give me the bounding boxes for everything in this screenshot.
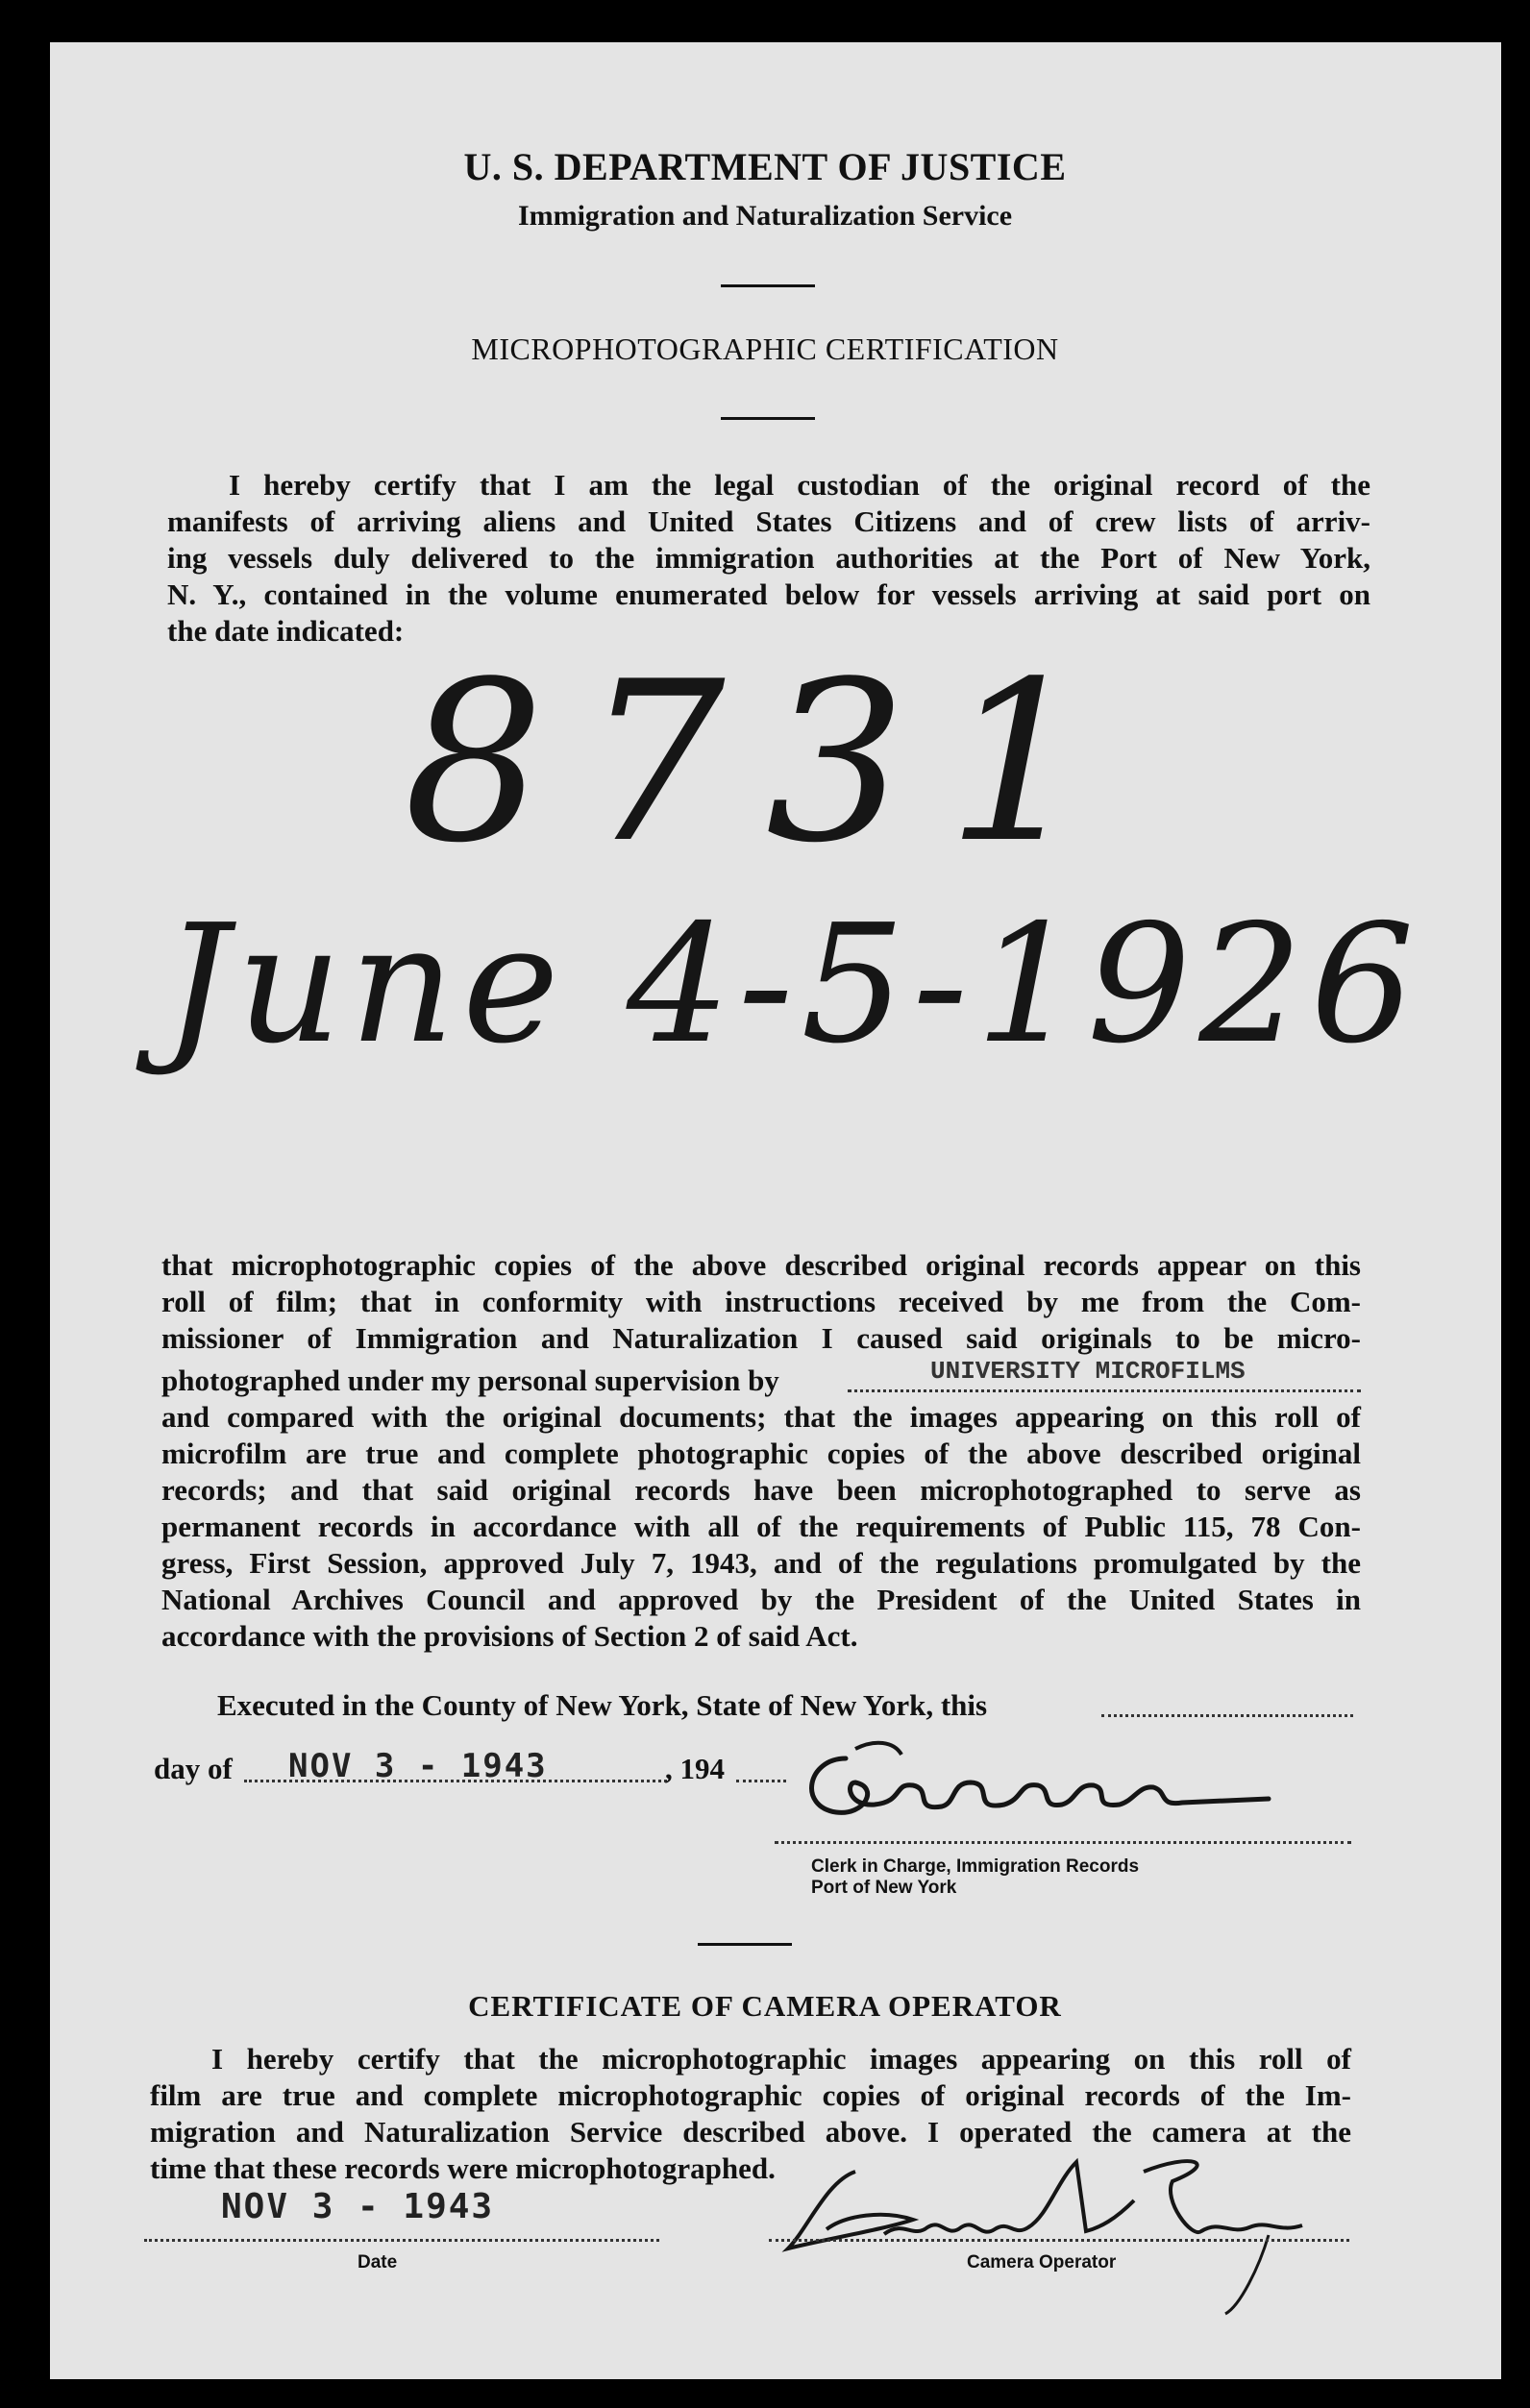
text-line: and compared with the original documents; that the images appearing on this roll of	[161, 1400, 1361, 1434]
camera-stamp-date: NOV 3 - 1943	[221, 2187, 495, 2226]
text-line: manifests of arriving aliens and United States Citizens and of crew lists of arriv-	[167, 504, 1370, 538]
supervision-line	[161, 1357, 1361, 1399]
handwritten-volume-number: 8731	[404, 635, 1128, 892]
supervision-prefix: photographed under my personal supervision by	[161, 1364, 779, 1397]
camera-operator-label: Camera Operator	[967, 2252, 1117, 2273]
text-line: I hereby certify that the microphotographic images appearing on this roll of	[211, 2042, 1351, 2076]
text-line: migration and Naturalization Service described above. I operated the camera at the	[150, 2115, 1351, 2149]
text-line: I hereby certify that I am the legal custodian of the original record of the	[229, 468, 1370, 502]
text-line: microfilm are true and complete photographic copies of the above described original	[161, 1437, 1361, 1470]
divider	[721, 417, 815, 420]
dotted-field-line	[736, 1780, 786, 1782]
camera-heading: CERTIFICATE OF CAMERA OPERATOR	[468, 1989, 1062, 2023]
dotted-field-line	[1101, 1714, 1353, 1717]
divider	[698, 1943, 792, 1946]
text-line: film are true and complete microphotographic copies of original records of the Im-	[150, 2078, 1351, 2112]
handwritten-date: June 4-5-1926	[163, 890, 1422, 1080]
form-title: MICROPHOTOGRAPHIC CERTIFICATION	[471, 332, 1059, 366]
signature-line	[775, 1841, 1351, 1844]
text-line: National Archives Council and approved by the President of the United States in	[161, 1583, 1361, 1616]
text-line: missioner of Immigration and Naturalization I caused said originals to be micro-	[161, 1321, 1361, 1355]
text-line: ing vessels duly delivered to the immigration authorities at the Port of New York,	[167, 541, 1370, 575]
intro-paragraph	[167, 467, 1370, 650]
certificate-sheet	[50, 42, 1501, 2379]
day-of-label: day of	[154, 1752, 233, 1785]
executed-text: Executed in the County of New York, State of New York, this	[217, 1688, 988, 1722]
photographer-name: UNIVERSITY MICROFILMS	[930, 1357, 1246, 1386]
clerk-title-line: Port of New York	[811, 1878, 957, 1898]
department-heading: U. S. DEPARTMENT OF JUSTICE	[463, 145, 1067, 188]
text-line: the date indicated:	[167, 614, 405, 648]
year-prefix: , 194	[665, 1752, 725, 1785]
date-line	[144, 2239, 659, 2242]
text-line: accordance with the provisions of Section 2 of said Act.	[161, 1619, 858, 1653]
certification-paragraph	[161, 1247, 1361, 1655]
clerk-title-line: Clerk in Charge, Immigration Records	[811, 1856, 1140, 1877]
camera-operator-signature	[769, 2143, 1307, 2316]
clerk-title	[811, 1856, 1139, 1899]
text-line: that microphotographic copies of the above described original records appear on this	[161, 1248, 1361, 1282]
text-line: roll of film; that in conformity with instructions received by me from the Com-	[161, 1285, 1361, 1318]
text-line: gress, First Session, approved July 7, 1943, and of the regulations promulgated by the	[161, 1546, 1361, 1580]
text-line: time that these records were microphotographed.	[150, 2151, 776, 2185]
executed-stamp-date: NOV 3 - 1943	[288, 1747, 548, 1785]
service-subheading: Immigration and Naturalization Service	[517, 200, 1013, 232]
clerk-signature	[788, 1730, 1288, 1835]
text-line: permanent records in accordance with all of the requirements of Public 115, 78 Con-	[161, 1510, 1361, 1543]
divider	[721, 284, 815, 287]
text-line: N. Y., contained in the volume enumerated below for vessels arriving at said port on	[167, 577, 1370, 611]
text-line: records; and that said original records have been microphotographed to serve as	[161, 1473, 1361, 1507]
date-label: Date	[358, 2252, 398, 2273]
signature-line	[769, 2239, 1349, 2242]
